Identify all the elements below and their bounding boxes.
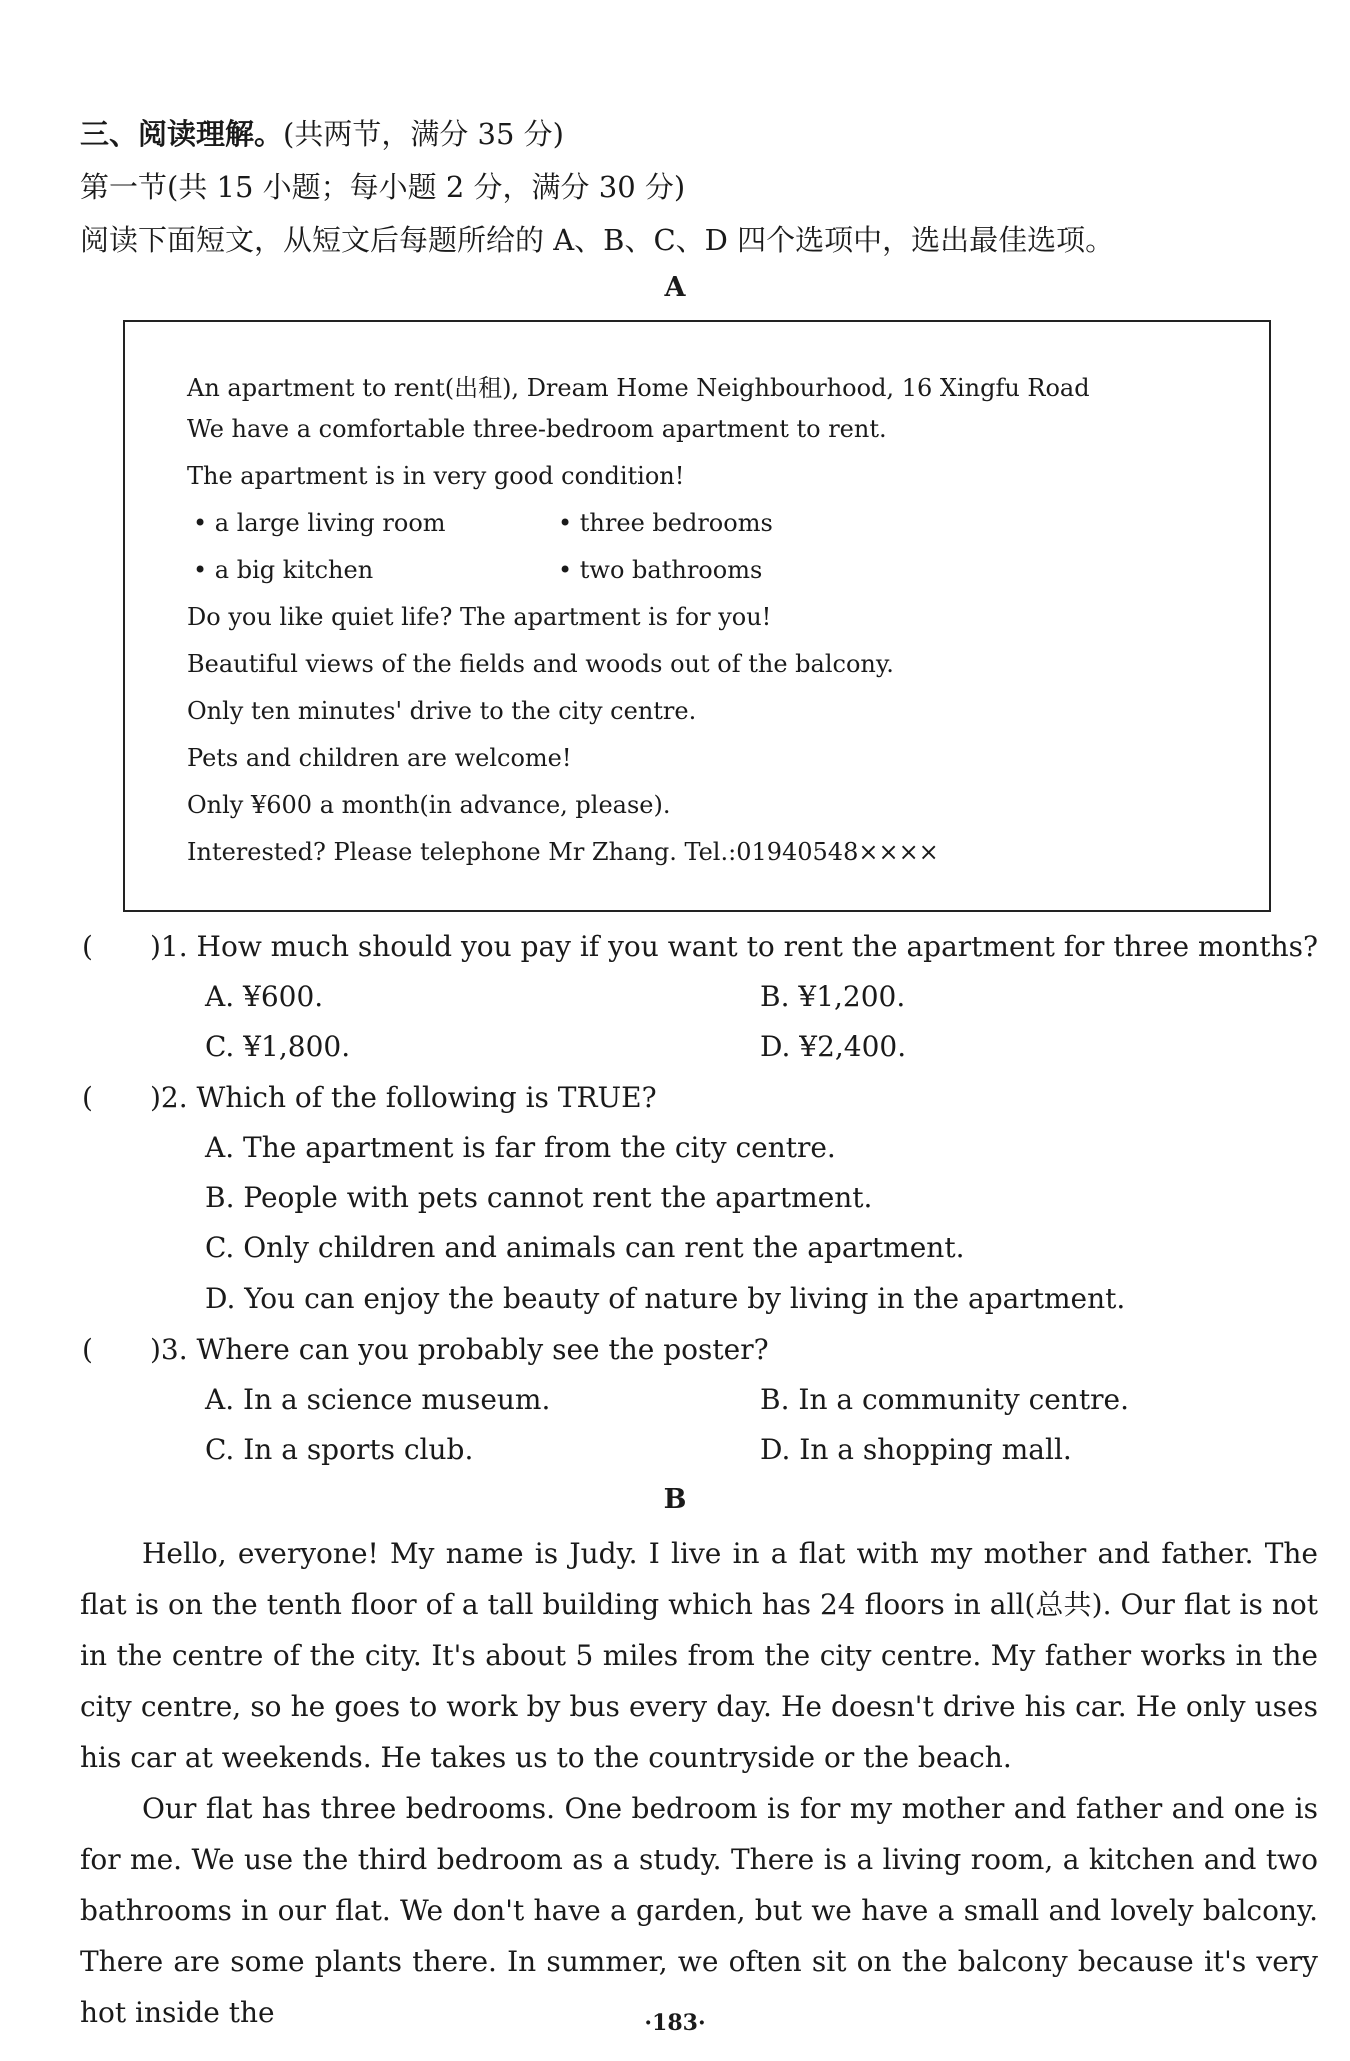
answer-paren: ( bbox=[82, 1081, 93, 1114]
ad-line: Interested? Please telephone Mr Zhang. Tel.:01940548×××× bbox=[187, 838, 939, 866]
option: B. ¥1,200. bbox=[760, 980, 906, 1013]
ad-line: Pets and children are welcome! bbox=[187, 744, 572, 772]
question-stem: )3. Where can you probably see the poster? bbox=[150, 1333, 769, 1366]
instruction-text: 阅读下面短文，从短文后每题所给的 A、B、C、D 四个选项中，选出最佳选项。 bbox=[80, 223, 1115, 257]
ad-line: Beautiful views of the fields and woods out of the balcony. bbox=[187, 650, 894, 678]
feature-item: • a big kitchen bbox=[193, 556, 374, 584]
feature-item: • a large living room bbox=[193, 509, 446, 537]
feature-item: • two bathrooms bbox=[558, 556, 763, 584]
ad-line: Do you like quiet life? The apartment is for you! bbox=[187, 603, 772, 631]
option: C. ¥1,800. bbox=[205, 1030, 351, 1063]
part-title bbox=[80, 112, 564, 153]
passage-paragraph: Hello, everyone! My name is Judy. I live in a flat with my mother and father. The flat is on the tenth floor of a tall building which has 24 floors in all(总共). Our flat is not in the centre of the city. It's about 5 miles from the city centre. My father works in the city centre, so he goes to work by bus every day. He doesn't drive his car. He only uses his car at weekends. He takes us to the countryside or the beach. bbox=[80, 1537, 1318, 1774]
question-stem: )1. How much should you pay if you want to rent the apartment for three months? bbox=[150, 930, 1319, 963]
page-number: ·183· bbox=[644, 2010, 706, 2036]
passage-a-label: A bbox=[664, 272, 686, 303]
option: A. The apartment is far from the city centre. bbox=[205, 1131, 836, 1164]
ad-line: The apartment is in very good condition! bbox=[187, 462, 685, 490]
ad-line: Only ten minutes' drive to the city centre. bbox=[187, 697, 697, 725]
question-stem: )2. Which of the following is TRUE? bbox=[150, 1081, 657, 1114]
feature-item: • three bedrooms bbox=[558, 509, 773, 537]
option: B. In a community centre. bbox=[760, 1383, 1129, 1416]
ad-line: We have a comfortable three-bedroom apartment to rent. bbox=[187, 415, 887, 443]
part-title-note: (共两节，满分 35 分) bbox=[283, 117, 564, 151]
answer-paren: ( bbox=[82, 1333, 93, 1366]
answer-paren: ( bbox=[82, 930, 93, 963]
option: C. In a sports club. bbox=[205, 1433, 474, 1466]
option: C. Only children and animals can rent the apartment. bbox=[205, 1231, 965, 1264]
ad-line: An apartment to rent(出租), Dream Home Neighbourhood, 16 Xingfu Road bbox=[187, 374, 1090, 402]
option: D. You can enjoy the beauty of nature by living in the apartment. bbox=[205, 1282, 1126, 1315]
section-one-heading: 第一节(共 15 小题；每小题 2 分，满分 30 分) bbox=[80, 170, 686, 204]
rental-ad-box bbox=[123, 320, 1271, 912]
option: A. ¥600. bbox=[205, 980, 324, 1013]
passage-b-label: B bbox=[663, 1484, 687, 1515]
option: D. ¥2,400. bbox=[760, 1030, 907, 1063]
passage-paragraph: Our flat has three bedrooms. One bedroom is for my mother and father and one is for me. We use the third bedroom as a study. There is a living room, a kitchen and two bathrooms in our flat. We don't have a garden, but we have a small and lovely balcony. There are some plants there. In summer, we often sit on the balcony because it's very hot inside the bbox=[80, 1792, 1318, 2029]
part-title-text: 三、阅读理解。 bbox=[80, 117, 284, 151]
option: A. In a science museum. bbox=[205, 1383, 551, 1416]
option: B. People with pets cannot rent the apartment. bbox=[205, 1181, 873, 1214]
ad-line: Only ¥600 a month(in advance, please). bbox=[187, 791, 671, 819]
option: D. In a shopping mall. bbox=[760, 1433, 1072, 1466]
